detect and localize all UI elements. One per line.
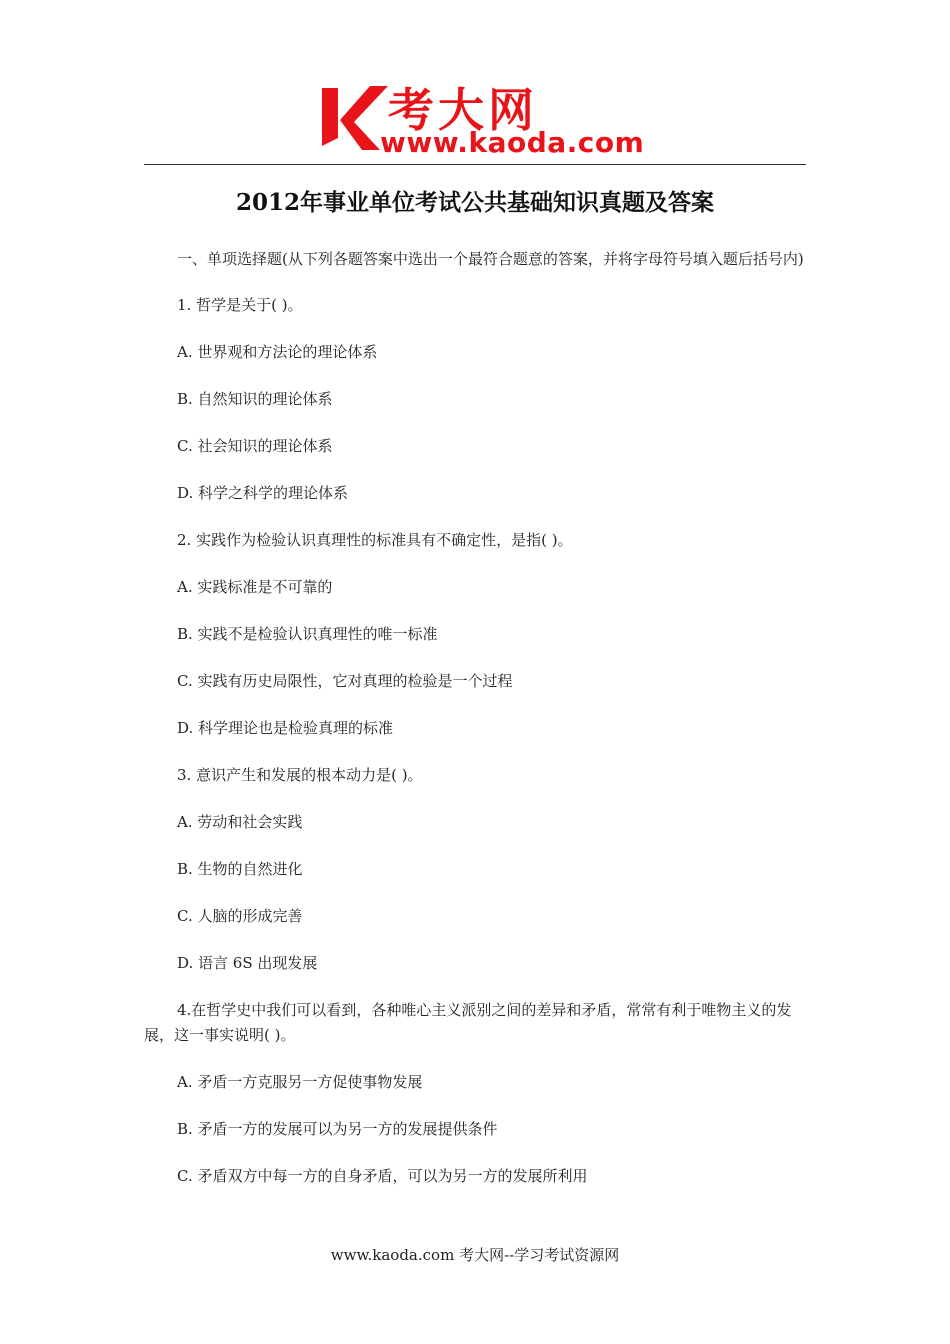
question-4: 4.在哲学史中我们可以看到，各种唯心主义派别之间的差异和矛盾，常常有利于唯物主义的发展，这一事实说明( )。 [144, 1001, 792, 1044]
page-footer: www.kaoda.com 考大网--学习考试资源网 [330, 1246, 620, 1264]
option-3b: B. 生物的自然进化 [177, 860, 303, 878]
option-3d: D. 语言 6S 出现发展 [177, 954, 318, 972]
option-1a: A. 世界观和方法论的理论体系 [177, 343, 378, 361]
option-4b: B. 矛盾一方的发展可以为另一方的发展提供条件 [177, 1120, 498, 1138]
document-body [144, 247, 806, 1211]
option-2c: C. 实践有历史局限性，它对真理的检验是一个过程 [177, 672, 513, 690]
section-intro: 一、单项选择题(从下列各题答案中选出一个最符合题意的答案，并将字母符号填入题后括号内) [177, 250, 804, 268]
question-2: 2. 实践作为检验认识真理性的标准具有不确定性，是指( )。 [177, 531, 573, 549]
logo-url: www.kaoda.com [380, 126, 645, 159]
page-title: 2012年事业单位考试公共基础知识真题及答案 [235, 189, 714, 216]
logo-brand-name: 考大网 [388, 83, 538, 137]
option-2a: A. 实践标准是不可靠的 [177, 578, 333, 596]
option-3c: C. 人脑的形成完善 [177, 907, 303, 925]
option-2b: B. 实践不是检验认识真理性的唯一标准 [177, 625, 438, 643]
question-1: 1. 哲学是关于( )。 [177, 296, 303, 314]
option-2d: D. 科学理论也是检验真理的标准 [177, 719, 394, 737]
option-1c: C. 社会知识的理论体系 [177, 437, 333, 455]
option-4a: A. 矛盾一方克服另一方促使事物发展 [177, 1073, 423, 1091]
header-divider [144, 164, 806, 165]
option-1b: B. 自然知识的理论体系 [177, 390, 333, 408]
option-1d: D. 科学之科学的理论体系 [177, 484, 349, 502]
question-3: 3. 意识产生和发展的根本动力是( )。 [177, 766, 423, 784]
option-3a: A. 劳动和社会实践 [177, 813, 303, 831]
option-4c: C. 矛盾双方中每一方的自身矛盾，可以为另一方的发展所利用 [177, 1167, 588, 1185]
site-logo [318, 80, 648, 160]
